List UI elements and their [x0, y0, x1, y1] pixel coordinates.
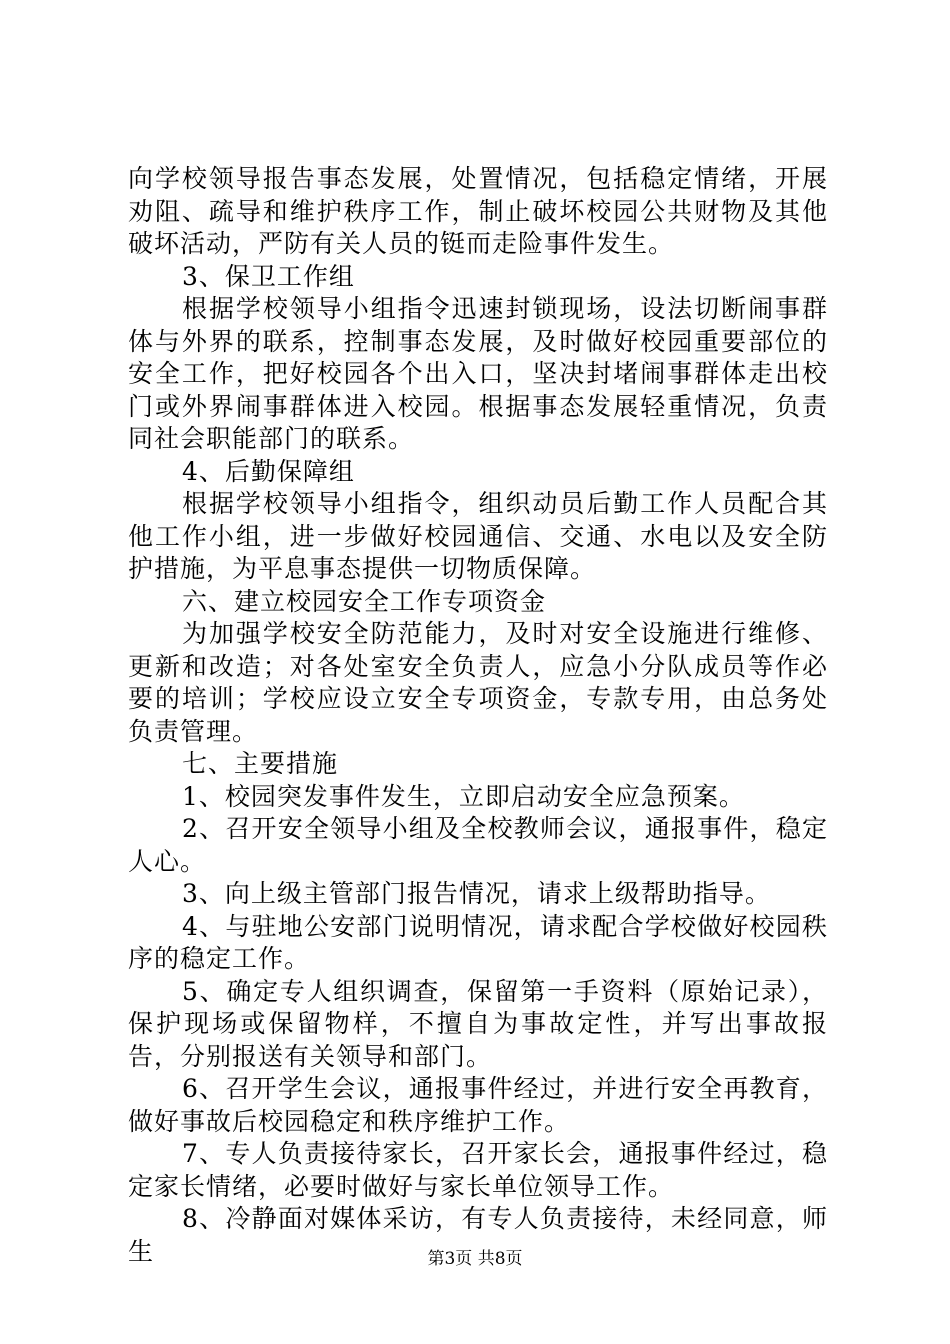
paragraph-safety-fund: 为加强学校安全防范能力，及时对安全设施进行维修、更新和改造；对各处室安全负责人，应急小分队成员等作必要的培训；学校应设立安全专项资金，专款专用，由总务处负责管理。	[128, 619, 828, 746]
heading-security-group: 3、保卫工作组	[182, 261, 355, 291]
page-footer	[0, 1244, 950, 1269]
document-body	[128, 163, 828, 1268]
paragraph-continuation: 向学校领导报告事态发展，处置情况，包括稳定情绪，开展劝阻、疏导和维护秩序工作，制止破坏校园公共财物及其他破坏活动，严防有关人员的铤而走险事件发生。	[128, 164, 828, 258]
measure-item: 2、召开安全领导小组及全校教师会议，通报事件，稳定人心。	[128, 814, 828, 876]
measure-item: 1、校园突发事件发生，立即启动安全应急预案。	[182, 781, 745, 811]
measure-item: 4、与驻地公安部门说明情况，请求配合学校做好校园秩序的稳定工作。	[128, 911, 828, 973]
measure-item: 3、向上级主管部门报告情况，请求上级帮助指导。	[182, 879, 771, 908]
measure-item: 6、召开学生会议，通报事件经过，并进行安全再教育，做好事故后校园稳定和秩序维护工作。	[128, 1074, 828, 1136]
paragraph-security-group: 根据学校领导小组指令迅速封锁现场，设法切断闹事群体与外界的联系，控制事态发展，及时做好校园重要部位的安全工作，把好校园各个出入口，坚决封堵闹事群体走出校门或外界闹事群体进入校园。根据事态发展轻重情况，负责同社会职能部门的联系。	[128, 294, 828, 453]
measure-item: 7、专人负责接待家长，召开家长会，通报事件经过，稳定家长情绪，必要时做好与家长单位领导工作。	[128, 1139, 828, 1201]
heading-safety-fund: 六、建立校园安全工作专项资金	[182, 586, 547, 616]
heading-main-measures: 七、主要措施	[182, 749, 339, 778]
measure-item: 8、冷静面对媒体采访，有专人负责接待，未经同意，师生	[128, 1204, 828, 1266]
paragraph-logistics-group: 根据学校领导小组指令，组织动员后勤工作人员配合其他工作小组，进一步做好校园通信、交通、水电以及安全防护措施，为平息事态提供一切物质保障。	[128, 489, 828, 583]
heading-logistics-group: 4、后勤保障组	[182, 456, 355, 486]
measure-item: 5、确定专人组织调查，保留第一手资料（原始记录），保护现场或保留物样，不擅自为事故定性，并写出事故报告，分别报送有关领导和部门。	[128, 976, 828, 1071]
page-number: 第3页 共8页	[427, 1249, 523, 1269]
